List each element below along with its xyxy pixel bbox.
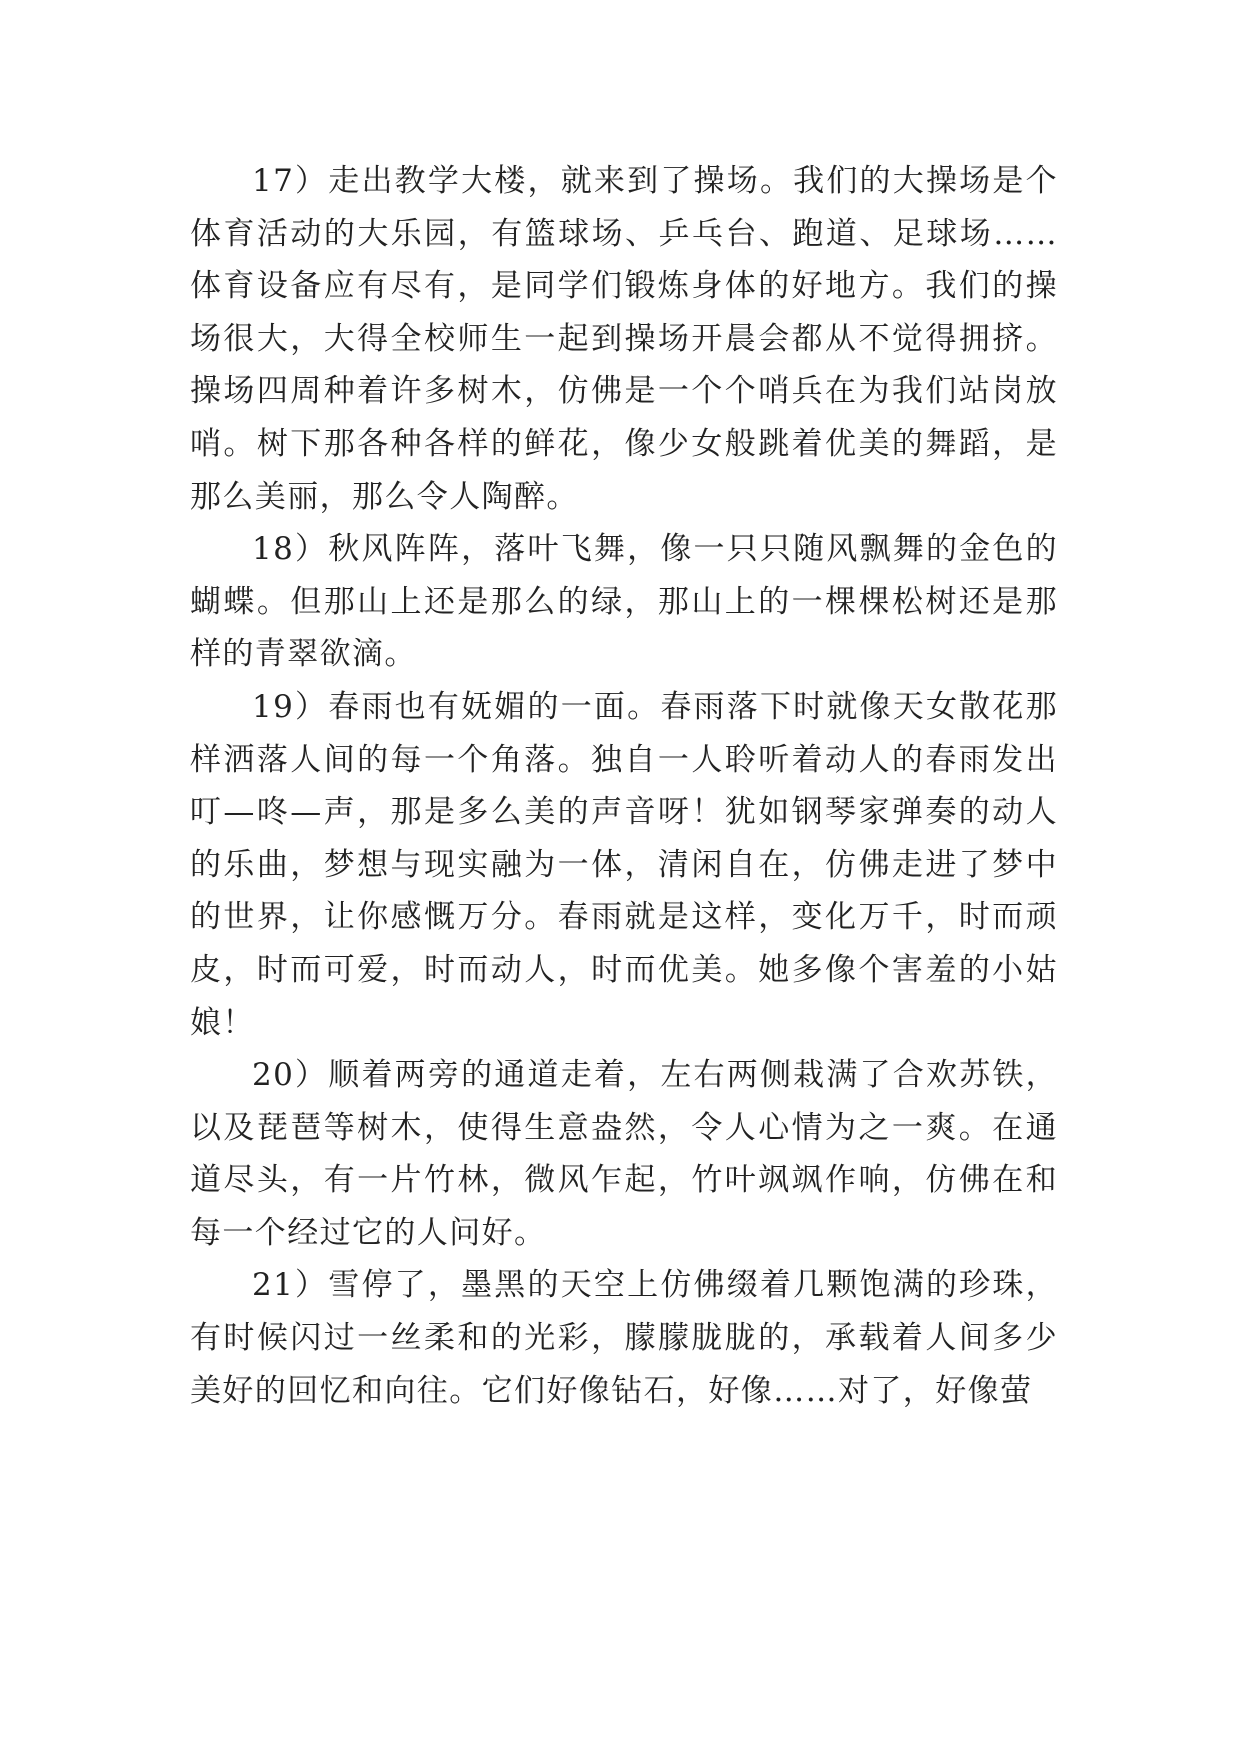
paragraph-21: 21）雪停了，墨黑的天空上仿佛缀着几颗饱满的珍珠，有时候闪过一丝柔和的光彩，朦朦胧胧的，承载着人间多少美好的回忆和向往。它们好像钻石，好像……对了，好像萤 — [190, 1267, 1058, 1409]
paragraph-19: 19）春雨也有妩媚的一面。春雨落下时就像天女散花那样洒落人间的每一个角落。独自一人聆听着动人的春雨发出叮—咚—声，那是多么美的声音呀！犹如钢琴家弹奏的动人的乐曲，梦想与现实融为一体，清闲自在，仿佛走进了梦中的世界，让你感慨万分。春雨就是这样，变化万千，时而顽皮，时而可爱，时而动人，时而优美。她多像个害羞的小姑娘！ — [190, 688, 1058, 1041]
paragraph-18: 18）秋风阵阵，落叶飞舞，像一只只随风飘舞的金色的蝴蝶。但那山上还是那么的绿，那山上的一棵棵松树还是那样的青翠欲滴。 — [190, 531, 1058, 673]
paragraph-20: 20）顺着两旁的通道走着，左右两侧栽满了合欢苏铁，以及琵琶等树木，使得生意盎然，令人心情为之一爽。在通道尽头，有一片竹林，微风乍起，竹叶飒飒作响，仿佛在和每一个经过它的人问好。 — [190, 1057, 1058, 1251]
paragraph-17: 17）走出教学大楼，就来到了操场。我们的大操场是个体育活动的大乐园，有篮球场、乒乓台、跑道、足球场……体育设备应有尽有，是同学们锻炼身体的好地方。我们的操场很大，大得全校师生一起到操场开晨会都从不觉得拥挤。操场四周种着许多树木，仿佛是一个个哨兵在为我们站岗放哨。树下那各种各样的鲜花，像少女般跳着优美的舞蹈，是那么美丽，那么令人陶醉。 — [190, 163, 1058, 515]
document-page — [190, 155, 1058, 1417]
